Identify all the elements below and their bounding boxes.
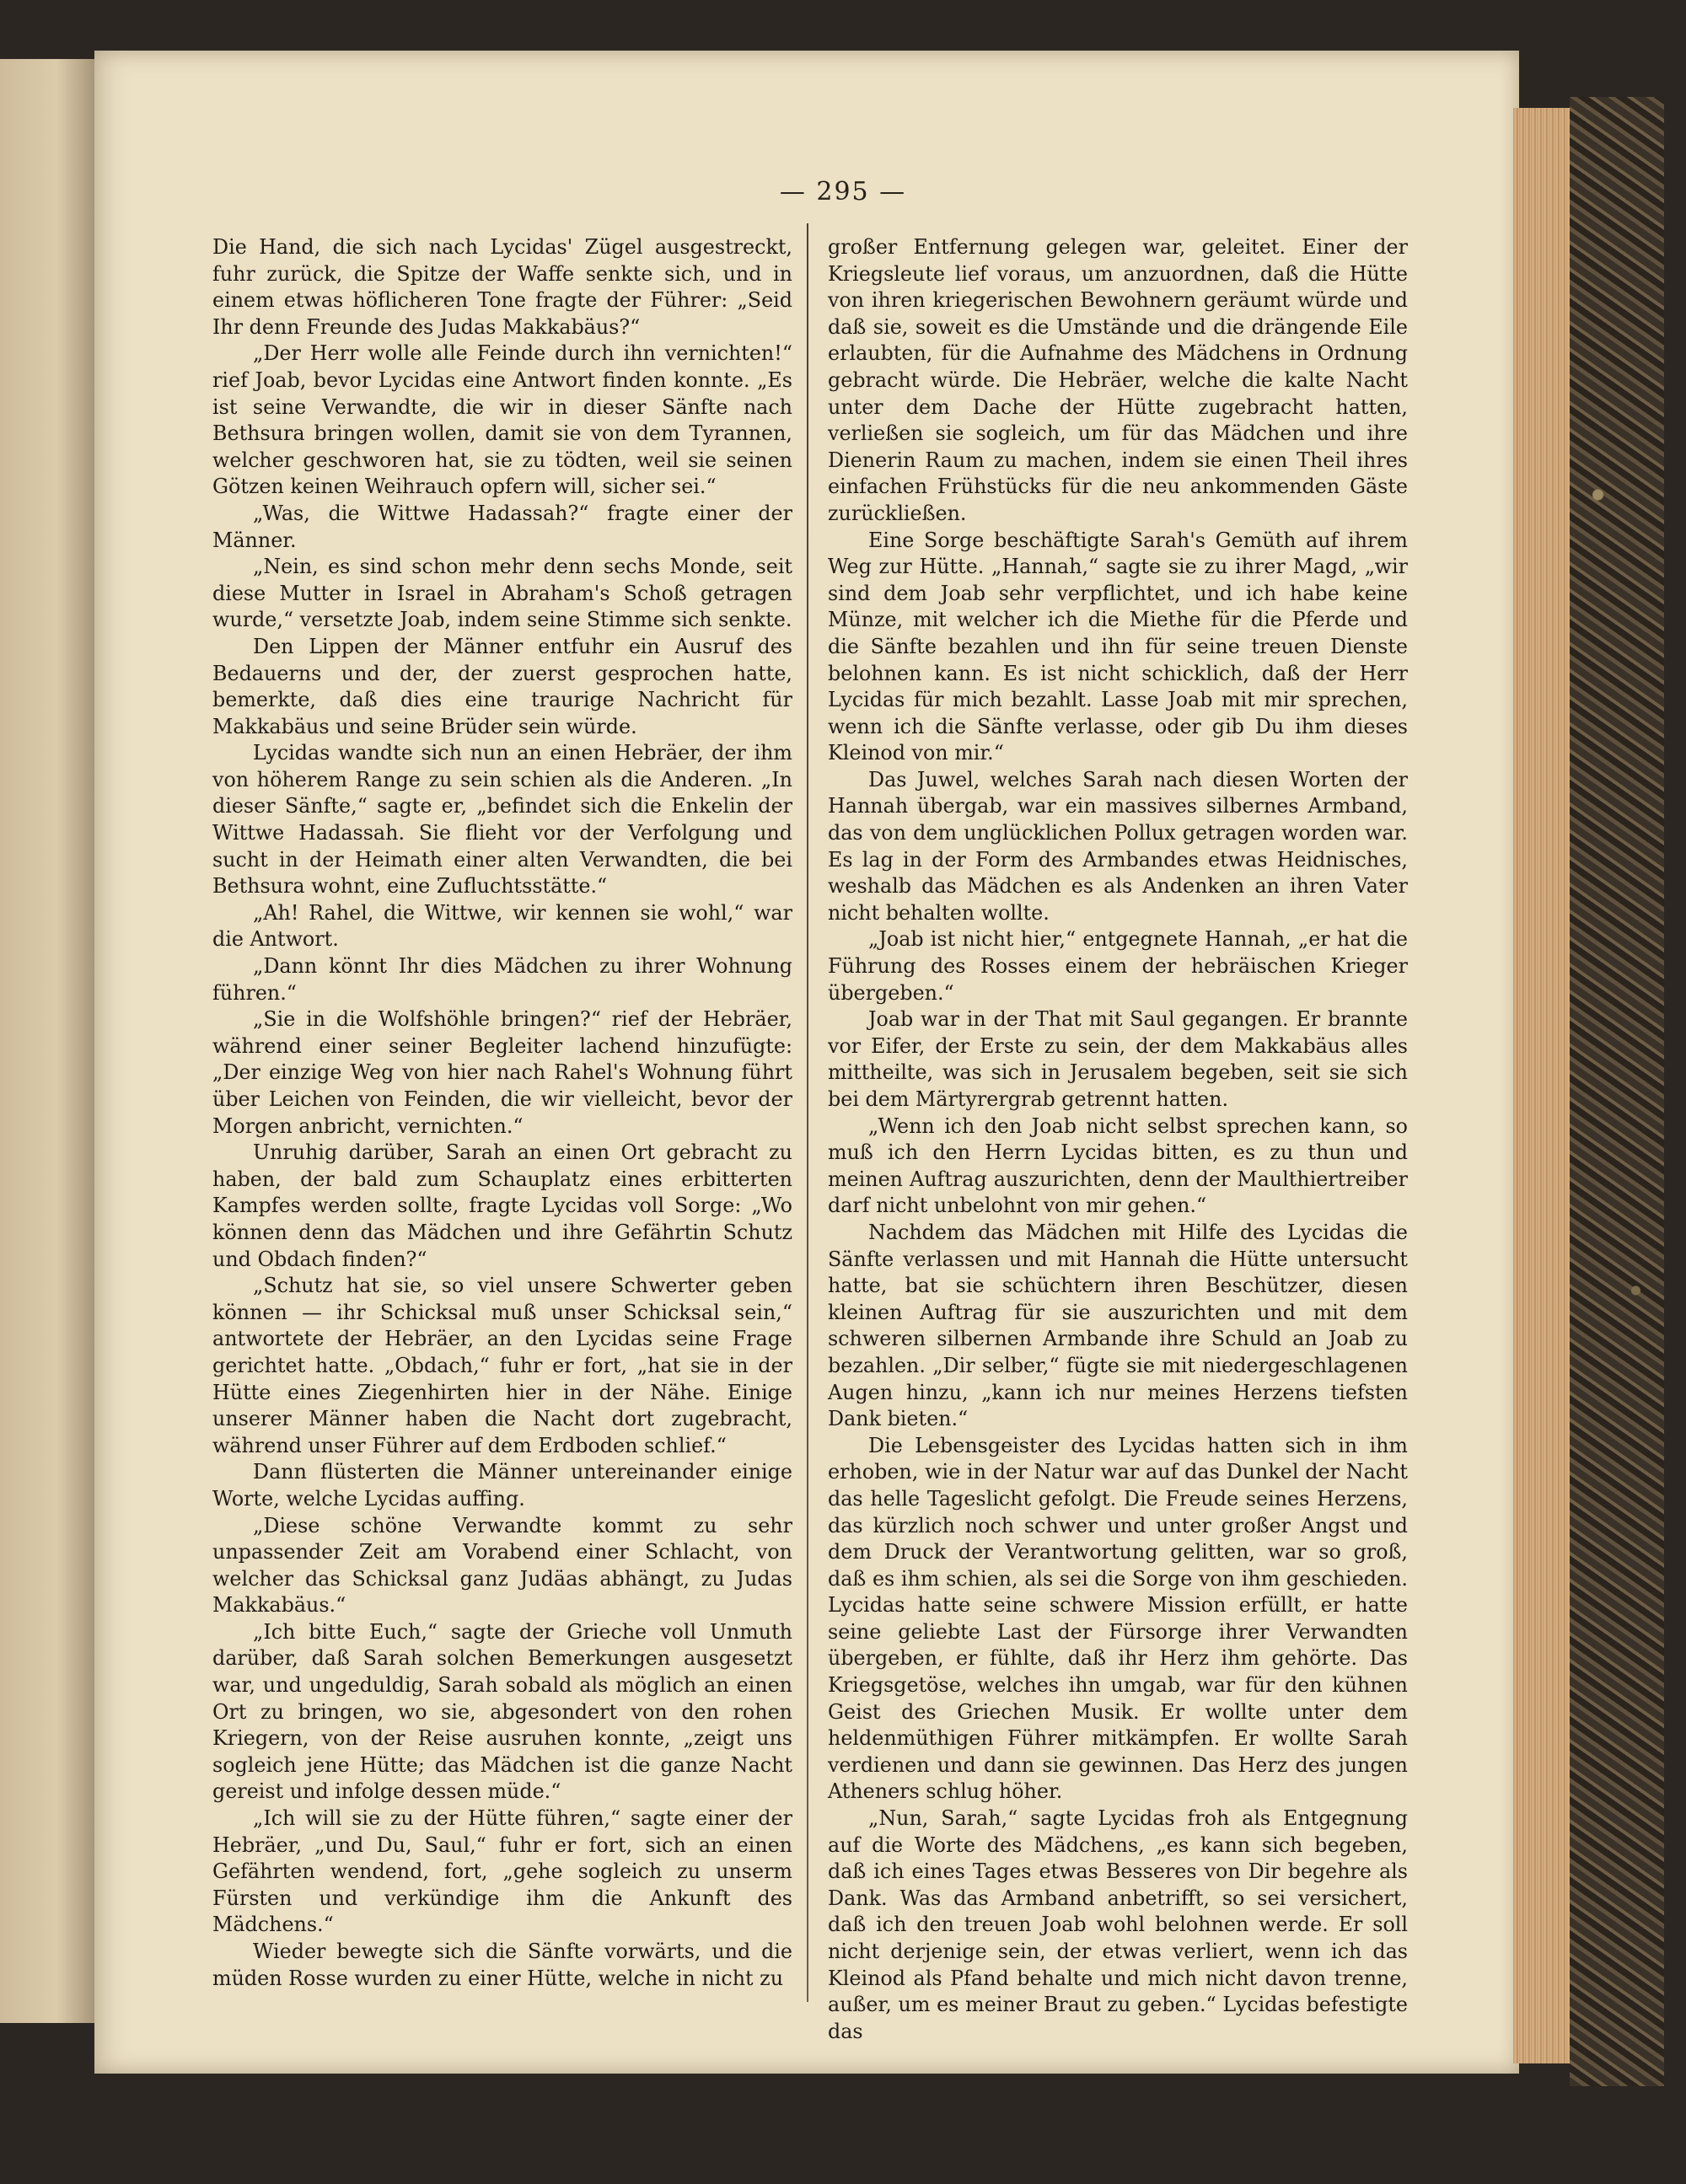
page-number: — 295 — — [779, 177, 907, 207]
paragraph: Joab war in der That mit Saul gegangen. Er brannte vor Eifer, der Erste zu sein, der dem Makkabäus alles mittheilte, was sich in Jerusalem begeben, seit sie sich bei dem Märtyrergrab getrennt hatten. — [828, 1007, 1408, 1111]
column-rule — [807, 223, 808, 2002]
paragraph: „Ich bitte Euch,“ sagte der Grieche voll Unmuth darüber, daß Sarah solchen Bemerkungen ausgesetzt war, und ungeduldig, Sarah sobald als möglich an einen Ort zu bringen, wo sie, abgesondert von den rohen Kriegern, von der Reise ausruhen konnte, „zeigt uns sogleich jene Hütte; das Mädchen ist die ganze Nacht gereist und infolge dessen müde.“ — [212, 1619, 792, 1804]
paragraph: Eine Sorge beschäftigte Sarah's Gemüth auf ihrem Weg zur Hütte. „Hannah,“ sagte sie zu ihrer Magd, „wir sind dem Joab sehr verpflichtet, und ich habe keine Münze, mit welcher ich die Miethe für die Pferde und die Sänfte bezahlen und ihn für seine treuen Dienste belohnen kann. Es ist nicht schicklich, daß der Herr Lycidas für mich bezahlt. Lasse Joab mit mir sprechen, wenn ich die Sänfte verlasse, oder gib Du ihm dieses Kleinod von mir.“ — [828, 528, 1408, 765]
book-cover — [1570, 97, 1664, 2086]
left-column — [212, 234, 792, 2004]
paragraph: „Diese schöne Verwandte kommt zu sehr unpassender Zeit am Vorabend einer Schlacht, von welcher das Schicksal ganz Judäas abhängt, zu Judas Makkabäus.“ — [212, 1513, 792, 1618]
paragraph: „Dann könnt Ihr dies Mädchen zu ihrer Wohnung führen.“ — [212, 954, 792, 1005]
left-page-edge — [0, 59, 94, 2023]
paragraph: Unruhig darüber, Sarah an einen Ort gebracht zu haben, der bald zum Schauplatz eines erbitterten Kampfes werden sollte, fragte Lycidas voll Sorge: „Wo können denn das Mädchen und ihre Gefährtin Schutz und Obdach finden?“ — [212, 1140, 792, 1271]
paragraph: Wieder bewegte sich die Sänfte vorwärts, und die müden Rosse wurden zu einer Hütte, welche in nicht zu — [212, 1940, 792, 1990]
paragraph: „Der Herr wolle alle Feinde durch ihn vernichten!“ rief Joab, bevor Lycidas eine Antwort finden konnte. „Es ist seine Verwandte, die wir in dieser Sänfte nach Bethsura bringen wollen, damit sie von dem Tyrannen, welcher geschworen hat, sie zu tödten, weil sie seinen Götzen keinen Weihrauch opfern will, sicher sei.“ — [212, 341, 792, 499]
paragraph: „Nun, Sarah,“ sagte Lycidas froh als Entgegnung auf die Worte des Mädchens, „es kann sich begeben, daß ich eines Tages etwas Besseres von Dir begehre als Dank. Was das Armband anbetrifft, so sei versichert, daß ich den treuen Joab wohl belohnen werde. Er soll nicht derjenige sein, der etwas verliert, wenn ich das Kleinod als Pfand behalte und mich nicht davon trenne, außer, um es meiner Braut zu geben.“ Lycidas befestigte das — [828, 1806, 1408, 2043]
paragraph: „Ah! Rahel, die Wittwe, wir kennen sie wohl,“ war die Antwort. — [212, 900, 792, 952]
paragraph: „Schutz hat sie, so viel unsere Schwerter geben können — ihr Schicksal muß unser Schicksal sein,“ antwortete der Hebräer, an den Lycidas seine Frage gerichtet hatte. „Obdach,“ fuhr er fort, „hat sie in der Hütte eines Ziegenhirten hier in der Nähe. Einige unserer Männer haben die Nacht dort zugebracht, während unser Führer auf dem Erdboden schlief.“ — [212, 1274, 792, 1457]
paragraph: Das Juwel, welches Sarah nach diesen Worten der Hannah übergab, war ein massives silbernes Armband, das von dem unglücklichen Pollux getragen worden war. Es lag in der Form des Armbandes etwas Heidnisches, weshalb das Mädchen es als Andenken an ihren Vater nicht behalten wollte. — [828, 767, 1408, 925]
right-column — [828, 234, 1408, 2043]
paragraph: „Wenn ich den Joab nicht selbst sprechen kann, so muß ich den Herrn Lycidas bitten, es zu thun und meinen Auftrag auszurichten, denn der Maulthiertreiber darf nicht unbelohnt von mir gehen.“ — [828, 1113, 1408, 1218]
paragraph: Nachdem das Mädchen mit Hilfe des Lycidas die Sänfte verlassen und mit Hannah die Hütte untersucht hatte, bat sie schüchtern ihren Beschützer, diesen kleinen Auftrag für sie auszurichten und mit dem schweren silbernen Armbande ihre Schuld an Joab zu bezahlen. „Dir selber,“ fügte sie mit niedergeschlagenen Augen hinzu, „kann ich nur meines Herzens tiefsten Dank bieten.“ — [828, 1220, 1408, 1431]
paragraph: großer Entfernung gelegen war, geleitet. Einer der Kriegsleute lief voraus, um anzuordnen, daß die Hütte von ihren kriegerischen Bewohnern geräumt würde und daß sie, soweit es die Umstände und die drängende Eile erlaubten, für die Aufnahme des Mädchens in Ordnung gebracht würde. Die Hebräer, welche die kalte Nacht unter dem Dache der Hütte zugebracht hatten, verließen sie sogleich, um für das Mädchen und ihre Dienerin Raum zu machen, indem sie einen Theil ihres einfachen Frühstücks für die neu ankommenden Gäste zurückließen. — [828, 235, 1408, 525]
paragraph: „Nein, es sind schon mehr denn sechs Monde, seit diese Mutter in Israel in Abraham's Schoß getragen wurde,“ versetzte Joab, indem seine Stimme sich senkte. — [212, 555, 792, 632]
paragraph: „Was, die Wittwe Hadassah?“ fragte einer der Männer. — [212, 501, 792, 552]
paragraph: „Joab ist nicht hier,“ entgegnete Hannah, „er hat die Führung des Rosses einem der hebräischen Krieger übergeben.“ — [828, 927, 1408, 1005]
paragraph: Dann flüsterten die Männer untereinander einige Worte, welche Lycidas auffing. — [212, 1460, 792, 1511]
paragraph: Die Hand, die sich nach Lycidas' Zügel ausgestreckt, fuhr zurück, die Spitze der Waffe senkte sich, und in einem etwas höflicheren Tone fragte der Führer: „Seid Ihr denn Freunde des Judas Makkabäus?“ — [212, 235, 792, 339]
paragraph: Lycidas wandte sich nun an einen Hebräer, der ihm von höherem Range zu sein schien als die Anderen. „In dieser Sänfte,“ sagte er, „befindet sich die Enkelin der Wittwe Hadassah. Sie flieht vor der Verfolgung und sucht in der Heimath einer alten Verwandten, die bei Bethsura wohnt, eine Zufluchtsstätte.“ — [212, 741, 792, 899]
page-edges — [1513, 108, 1572, 2063]
paragraph: Den Lippen der Männer entfuhr ein Ausruf des Bedauerns und der, der zuerst gesprochen hatte, bemerkte, daß dies eine traurige Nachricht für Makkabäus und seine Brüder sein würde. — [212, 634, 792, 738]
paragraph: Die Lebensgeister des Lycidas hatten sich in ihm erhoben, wie in der Natur war auf das Dunkel der Nacht das helle Tageslicht gefolgt. Die Freude seines Herzens, das kürzlich noch schwer und unter großer Angst und dem Druck der Verantwortung gelitten, war so groß, daß es ihm schien, als sei die Sorge von ihm geschieden. Lycidas hatte seine schwere Mission erfüllt, er hatte seine geliebte Last der Fürsorge ihrer Verwandten übergeben, er fühlte, daß ihr Herz ihm gehörte. Das Kriegsgetöse, welches ihn umgab, war für den kühnen Geist des Griechen Musik. Er wollte unter dem heldenmüthigen Führer mitkämpfen. Er wollte Sarah verdienen und dann sie gewinnen. Das Herz des jungen Atheners schlug höher. — [828, 1433, 1408, 1804]
paragraph: „Sie in die Wolfshöhle bringen?“ rief der Hebräer, während einer seiner Begleiter lachend hinzufügte: „Der einzige Weg von hier nach Rahel's Wohnung führt über Leichen von Feinden, die wir vielleicht, bevor der Morgen anbricht, vernichten.“ — [212, 1007, 792, 1138]
paragraph: „Ich will sie zu der Hütte führen,“ sagte einer der Hebräer, „und Du, Saul,“ fuhr er fort, sich an einen Gefährten wendend, fort, „gehe sogleich zu unserm Fürsten und verkündige ihm die Ankunft des Mädchens.“ — [212, 1806, 792, 1937]
